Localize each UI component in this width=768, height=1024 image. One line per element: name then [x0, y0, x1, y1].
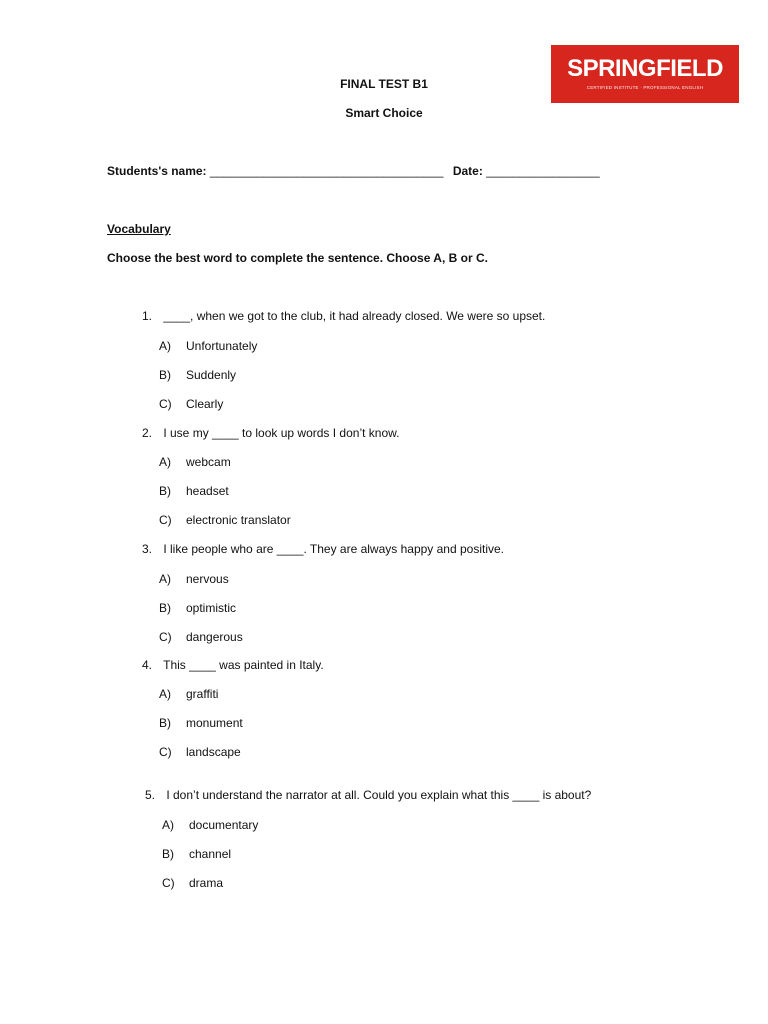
option-letter: A) [159, 455, 171, 469]
option-letter: A) [159, 687, 171, 701]
option-letter: C) [159, 513, 172, 527]
option-text: graffiti [186, 687, 219, 701]
option-text: dangerous [186, 630, 243, 644]
option-letter: B) [159, 368, 171, 382]
option-text: Suddenly [186, 368, 237, 382]
option-text: nervous [186, 572, 229, 586]
logo-brand: SPRINGFIELD [567, 55, 723, 82]
option-text: headset [186, 484, 229, 498]
question [145, 788, 591, 802]
section-heading: Vocabulary [107, 222, 171, 236]
answer-option[interactable] [159, 455, 231, 469]
test-title: FINAL TEST B1 [340, 77, 428, 91]
date-blank[interactable]: _________________ [486, 164, 600, 178]
answer-option[interactable] [162, 818, 258, 832]
option-letter: A) [159, 339, 171, 353]
student-name-blank[interactable]: ___________________________________ [209, 164, 444, 178]
student-info-row [107, 164, 600, 178]
question [142, 542, 504, 556]
option-letter: B) [159, 601, 171, 615]
answer-option[interactable] [159, 513, 291, 527]
option-text: landscape [186, 745, 241, 759]
answer-option[interactable] [162, 847, 231, 861]
question-text: I don’t understand the narrator at all. Could you explain what this ____ is about? [166, 788, 592, 802]
question-number: 2. [142, 426, 153, 440]
question-number: 3. [142, 542, 153, 556]
question-number: 5. [145, 788, 156, 802]
answer-option[interactable] [159, 601, 236, 615]
option-text: documentary [189, 818, 259, 832]
question [142, 309, 545, 323]
option-letter: A) [162, 818, 174, 832]
option-text: monument [186, 716, 243, 730]
option-letter: C) [159, 397, 172, 411]
option-text: optimistic [186, 601, 237, 615]
answer-option[interactable] [159, 484, 229, 498]
question [142, 426, 399, 440]
question-number: 4. [142, 658, 153, 672]
section-instruction: Choose the best word to complete the sentence. Choose A, B or C. [107, 251, 488, 265]
option-letter: C) [159, 745, 172, 759]
option-letter: B) [159, 716, 171, 730]
question-text: ____, when we got to the club, it had already closed. We were so upset. [163, 309, 546, 323]
answer-option[interactable] [159, 397, 223, 411]
option-text: Unfortunately [186, 339, 258, 353]
springfield-logo [551, 45, 739, 103]
question [142, 658, 324, 672]
answer-option[interactable] [159, 745, 241, 759]
question-text: I use my ____ to look up words I don’t know. [163, 426, 400, 440]
option-text: drama [189, 876, 224, 890]
question-text: I like people who are ____. They are always happy and positive. [163, 542, 505, 556]
option-text: Clearly [186, 397, 224, 411]
answer-option[interactable] [159, 368, 236, 382]
option-letter: A) [159, 572, 171, 586]
option-text: channel [189, 847, 232, 861]
option-letter: B) [159, 484, 171, 498]
answer-option[interactable] [159, 687, 218, 701]
question-text: This ____ was painted in Italy. [163, 658, 324, 672]
test-subtitle: Smart Choice [345, 106, 423, 120]
option-text: webcam [186, 455, 231, 469]
option-letter: C) [159, 630, 172, 644]
answer-option[interactable] [159, 572, 229, 586]
date-label: Date: [452, 164, 483, 178]
option-text: electronic translator [186, 513, 291, 527]
option-letter: B) [162, 847, 174, 861]
option-letter: C) [162, 876, 175, 890]
answer-option[interactable] [162, 876, 223, 890]
logo-tagline: CERTIFIED INSTITUTE · PROFESSIONAL ENGLISH [586, 85, 704, 90]
student-name-label: Students's name: [107, 164, 207, 178]
answer-option[interactable] [159, 339, 257, 353]
answer-option[interactable] [159, 630, 243, 644]
question-number: 1. [142, 309, 153, 323]
answer-option[interactable] [159, 716, 243, 730]
